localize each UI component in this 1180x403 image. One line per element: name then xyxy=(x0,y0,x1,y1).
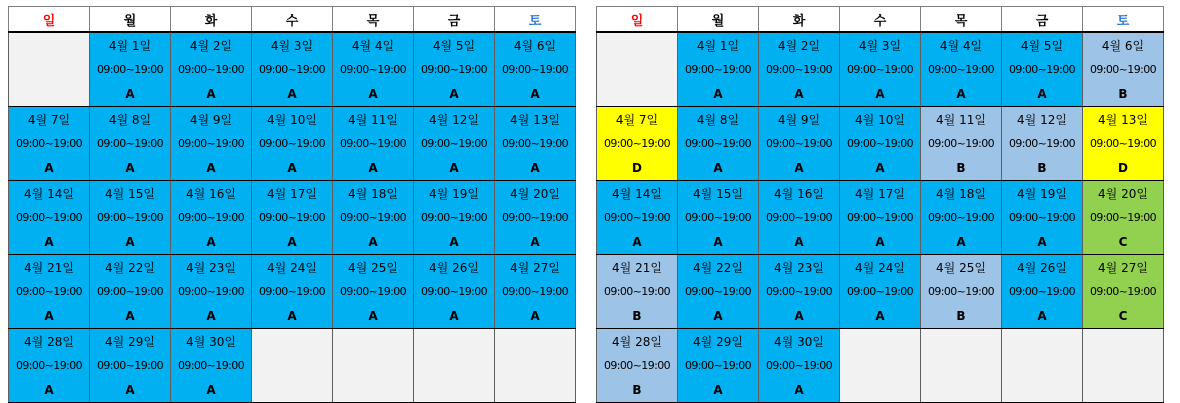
shift-code: A xyxy=(713,308,723,323)
day-date: 4월 20일 xyxy=(1098,186,1148,201)
day-cell xyxy=(252,255,333,329)
day-hours: 09:00~19:00 xyxy=(846,136,914,150)
day-cell xyxy=(597,107,678,181)
day-cell xyxy=(759,255,840,329)
day-hours: 09:00~19:00 xyxy=(927,210,995,224)
shift-code: A xyxy=(44,308,54,323)
day-cell xyxy=(1002,32,1083,107)
shift-code: A xyxy=(206,160,216,175)
shift-code: A xyxy=(875,308,885,323)
day-cell xyxy=(252,181,333,255)
day-cell xyxy=(678,329,759,403)
day-cell xyxy=(1002,181,1083,255)
shift-code: A xyxy=(368,308,378,323)
day-hours: 09:00~19:00 xyxy=(177,358,245,372)
day-cell xyxy=(252,107,333,181)
day-hours: 09:00~19:00 xyxy=(420,284,488,298)
day-hours: 09:00~19:00 xyxy=(1089,284,1157,298)
day-date: 4월 14일 xyxy=(24,186,74,201)
day-cell xyxy=(9,181,90,255)
empty-day-cell xyxy=(597,32,678,107)
shift-code: A xyxy=(368,86,378,101)
day-hours: 09:00~19:00 xyxy=(684,284,752,298)
day-hours: 09:00~19:00 xyxy=(420,210,488,224)
shift-code: A xyxy=(713,382,723,397)
week-row xyxy=(9,329,576,403)
shift-code: A xyxy=(125,86,135,101)
week-row xyxy=(9,32,576,107)
day-hours: 09:00~19:00 xyxy=(684,358,752,372)
shift-code: B xyxy=(1037,160,1047,175)
day-hours: 09:00~19:00 xyxy=(339,136,407,150)
day-cell xyxy=(495,255,576,329)
day-hours: 09:00~19:00 xyxy=(177,284,245,298)
day-date: 4월 5일 xyxy=(432,38,476,53)
day-date: 4월 23일 xyxy=(774,260,824,275)
day-hours: 09:00~19:00 xyxy=(15,358,83,372)
day-hours: 09:00~19:00 xyxy=(765,62,833,76)
shift-code: A xyxy=(794,308,804,323)
weekday-header-row xyxy=(9,7,576,33)
day-hours: 09:00~19:00 xyxy=(339,284,407,298)
shift-code: A xyxy=(956,234,966,249)
day-cell xyxy=(90,329,171,403)
empty-day-cell xyxy=(1002,329,1083,403)
day-hours: 09:00~19:00 xyxy=(258,284,326,298)
day-hours: 09:00~19:00 xyxy=(1008,62,1076,76)
day-cell xyxy=(9,255,90,329)
day-date: 4월 14일 xyxy=(612,186,662,201)
weekday-sunday: 일 xyxy=(9,7,90,33)
day-hours: 09:00~19:00 xyxy=(501,284,569,298)
shift-code: A xyxy=(125,308,135,323)
shift-code: B xyxy=(956,160,966,175)
day-date: 4월 26일 xyxy=(1017,260,1067,275)
weekday-header-row xyxy=(597,7,1164,33)
day-cell xyxy=(840,255,921,329)
day-date: 4월 16일 xyxy=(186,186,236,201)
day-date: 4월 15일 xyxy=(105,186,155,201)
day-hours: 09:00~19:00 xyxy=(501,62,569,76)
day-hours: 09:00~19:00 xyxy=(765,358,833,372)
day-hours: 09:00~19:00 xyxy=(846,210,914,224)
week-row xyxy=(597,107,1164,181)
day-date: 4월 23일 xyxy=(186,260,236,275)
day-hours: 09:00~19:00 xyxy=(258,210,326,224)
day-hours: 09:00~19:00 xyxy=(339,210,407,224)
day-date: 4월 13일 xyxy=(510,112,560,127)
shift-code: D xyxy=(1118,160,1128,175)
day-cell xyxy=(1002,107,1083,181)
shift-code: A xyxy=(875,86,885,101)
shift-code: A xyxy=(794,382,804,397)
day-date: 4월 19일 xyxy=(429,186,479,201)
day-date: 4월 8일 xyxy=(108,112,152,127)
day-cell xyxy=(759,181,840,255)
shift-code: A xyxy=(794,160,804,175)
day-cell xyxy=(921,32,1002,107)
day-hours: 09:00~19:00 xyxy=(501,136,569,150)
day-hours: 09:00~19:00 xyxy=(1008,210,1076,224)
day-date: 4월 26일 xyxy=(429,260,479,275)
day-date: 4월 2일 xyxy=(189,38,233,53)
day-hours: 09:00~19:00 xyxy=(96,284,164,298)
shift-code: A xyxy=(206,86,216,101)
day-date: 4월 1일 xyxy=(696,38,740,53)
day-cell xyxy=(333,181,414,255)
shift-code: D xyxy=(632,160,642,175)
shift-code: A xyxy=(125,160,135,175)
shift-code: A xyxy=(530,234,540,249)
day-hours: 09:00~19:00 xyxy=(258,62,326,76)
day-hours: 09:00~19:00 xyxy=(765,136,833,150)
day-date: 4월 10일 xyxy=(855,112,905,127)
empty-day-cell xyxy=(840,329,921,403)
shift-code: A xyxy=(125,382,135,397)
day-date: 4월 11일 xyxy=(936,112,986,127)
shift-code: A xyxy=(956,86,966,101)
shift-code: A xyxy=(287,86,297,101)
day-cell xyxy=(90,181,171,255)
day-hours: 09:00~19:00 xyxy=(603,136,671,150)
empty-day-cell xyxy=(252,329,333,403)
weekday-wednesday: 수 xyxy=(840,7,921,33)
day-hours: 09:00~19:00 xyxy=(420,136,488,150)
day-date: 4월 18일 xyxy=(348,186,398,201)
day-hours: 09:00~19:00 xyxy=(927,284,995,298)
day-hours: 09:00~19:00 xyxy=(96,136,164,150)
day-date: 4월 6일 xyxy=(1101,38,1145,53)
day-hours: 09:00~19:00 xyxy=(603,210,671,224)
weekday-friday: 금 xyxy=(414,7,495,33)
day-date: 4월 17일 xyxy=(267,186,317,201)
day-cell xyxy=(9,107,90,181)
day-cell xyxy=(840,107,921,181)
day-date: 4월 3일 xyxy=(270,38,314,53)
day-date: 4월 7일 xyxy=(27,112,71,127)
week-row xyxy=(597,181,1164,255)
day-date: 4월 1일 xyxy=(108,38,152,53)
day-cell xyxy=(1002,255,1083,329)
day-hours: 09:00~19:00 xyxy=(258,136,326,150)
day-hours: 09:00~19:00 xyxy=(684,62,752,76)
day-date: 4월 27일 xyxy=(510,260,560,275)
shift-code: A xyxy=(794,234,804,249)
day-date: 4월 2일 xyxy=(777,38,821,53)
shift-code: A xyxy=(713,86,723,101)
day-cell xyxy=(759,107,840,181)
shift-code: A xyxy=(44,234,54,249)
day-cell xyxy=(597,255,678,329)
weekday-monday: 월 xyxy=(678,7,759,33)
shift-code: A xyxy=(1037,86,1047,101)
day-date: 4월 21일 xyxy=(24,260,74,275)
day-date: 4월 7일 xyxy=(615,112,659,127)
day-date: 4월 29일 xyxy=(105,334,155,349)
week-row xyxy=(9,255,576,329)
day-cell xyxy=(1083,32,1164,107)
day-cell xyxy=(495,32,576,107)
day-date: 4월 20일 xyxy=(510,186,560,201)
shift-code: B xyxy=(1118,86,1128,101)
day-cell xyxy=(759,329,840,403)
day-hours: 09:00~19:00 xyxy=(15,210,83,224)
empty-day-cell xyxy=(921,329,1002,403)
day-date: 4월 30일 xyxy=(774,334,824,349)
day-date: 4월 24일 xyxy=(267,260,317,275)
day-cell xyxy=(252,32,333,107)
day-date: 4월 18일 xyxy=(936,186,986,201)
week-row xyxy=(597,329,1164,403)
shift-code: B xyxy=(956,308,966,323)
shift-code: A xyxy=(449,234,459,249)
day-date: 4월 4일 xyxy=(351,38,395,53)
day-cell xyxy=(90,255,171,329)
day-hours: 09:00~19:00 xyxy=(420,62,488,76)
day-hours: 09:00~19:00 xyxy=(177,136,245,150)
day-date: 4월 25일 xyxy=(936,260,986,275)
shift-code: A xyxy=(44,160,54,175)
week-row xyxy=(597,32,1164,107)
day-hours: 09:00~19:00 xyxy=(339,62,407,76)
day-hours: 09:00~19:00 xyxy=(927,136,995,150)
day-hours: 09:00~19:00 xyxy=(96,210,164,224)
day-cell xyxy=(678,255,759,329)
week-row xyxy=(9,107,576,181)
day-date: 4월 16일 xyxy=(774,186,824,201)
day-cell xyxy=(495,107,576,181)
day-cell xyxy=(90,32,171,107)
day-cell xyxy=(840,181,921,255)
day-cell xyxy=(921,107,1002,181)
day-hours: 09:00~19:00 xyxy=(684,210,752,224)
day-cell xyxy=(171,255,252,329)
day-hours: 09:00~19:00 xyxy=(1089,62,1157,76)
day-cell xyxy=(171,181,252,255)
shift-code: A xyxy=(206,308,216,323)
shift-code: A xyxy=(875,234,885,249)
empty-day-cell xyxy=(333,329,414,403)
shift-code: A xyxy=(287,308,297,323)
day-date: 4월 15일 xyxy=(693,186,743,201)
empty-day-cell xyxy=(414,329,495,403)
weekday-wednesday: 수 xyxy=(252,7,333,33)
day-cell xyxy=(597,181,678,255)
shift-code: C xyxy=(1118,308,1128,323)
calendar-left xyxy=(8,6,576,403)
day-date: 4월 30일 xyxy=(186,334,236,349)
shift-code: A xyxy=(875,160,885,175)
day-date: 4월 9일 xyxy=(777,112,821,127)
day-cell xyxy=(597,329,678,403)
shift-code: A xyxy=(1037,234,1047,249)
shift-code: A xyxy=(44,382,54,397)
shift-code: A xyxy=(287,160,297,175)
day-hours: 09:00~19:00 xyxy=(501,210,569,224)
day-cell xyxy=(678,181,759,255)
day-cell xyxy=(414,107,495,181)
shift-code: A xyxy=(449,86,459,101)
day-hours: 09:00~19:00 xyxy=(1008,284,1076,298)
day-date: 4월 4일 xyxy=(939,38,983,53)
day-cell xyxy=(1083,107,1164,181)
day-cell xyxy=(495,181,576,255)
shift-code: A xyxy=(206,382,216,397)
day-date: 4월 12일 xyxy=(1017,112,1067,127)
weekday-thursday: 목 xyxy=(333,7,414,33)
day-hours: 09:00~19:00 xyxy=(96,62,164,76)
day-cell xyxy=(921,181,1002,255)
day-date: 4월 11일 xyxy=(348,112,398,127)
shift-code: A xyxy=(125,234,135,249)
day-hours: 09:00~19:00 xyxy=(15,284,83,298)
day-cell xyxy=(414,255,495,329)
day-date: 4월 22일 xyxy=(105,260,155,275)
weekday-saturday: 토 xyxy=(1083,7,1164,33)
shift-code: A xyxy=(794,86,804,101)
shift-code: C xyxy=(1118,234,1128,249)
day-hours: 09:00~19:00 xyxy=(846,62,914,76)
day-hours: 09:00~19:00 xyxy=(15,136,83,150)
day-hours: 09:00~19:00 xyxy=(96,358,164,372)
day-cell xyxy=(759,32,840,107)
shift-code: A xyxy=(368,160,378,175)
day-date: 4월 22일 xyxy=(693,260,743,275)
day-date: 4월 25일 xyxy=(348,260,398,275)
day-date: 4월 21일 xyxy=(612,260,662,275)
weekday-saturday: 토 xyxy=(495,7,576,33)
day-date: 4월 10일 xyxy=(267,112,317,127)
shift-code: A xyxy=(530,160,540,175)
day-date: 4월 29일 xyxy=(693,334,743,349)
empty-day-cell xyxy=(495,329,576,403)
shift-code: A xyxy=(449,160,459,175)
day-cell xyxy=(678,107,759,181)
day-date: 4월 19일 xyxy=(1017,186,1067,201)
day-cell xyxy=(333,107,414,181)
day-cell xyxy=(840,32,921,107)
week-row xyxy=(9,181,576,255)
day-date: 4월 8일 xyxy=(696,112,740,127)
day-date: 4월 5일 xyxy=(1020,38,1064,53)
day-cell xyxy=(678,32,759,107)
day-hours: 09:00~19:00 xyxy=(765,210,833,224)
day-cell xyxy=(414,181,495,255)
day-hours: 09:00~19:00 xyxy=(603,284,671,298)
shift-code: A xyxy=(206,234,216,249)
day-cell xyxy=(333,32,414,107)
day-date: 4월 28일 xyxy=(24,334,74,349)
day-hours: 09:00~19:00 xyxy=(603,358,671,372)
day-hours: 09:00~19:00 xyxy=(177,62,245,76)
day-date: 4월 28일 xyxy=(612,334,662,349)
week-row xyxy=(597,255,1164,329)
day-date: 4월 12일 xyxy=(429,112,479,127)
shift-code: A xyxy=(530,86,540,101)
day-hours: 09:00~19:00 xyxy=(765,284,833,298)
day-hours: 09:00~19:00 xyxy=(177,210,245,224)
day-date: 4월 9일 xyxy=(189,112,233,127)
day-date: 4월 17일 xyxy=(855,186,905,201)
weekday-monday: 월 xyxy=(90,7,171,33)
shift-code: A xyxy=(632,234,642,249)
calendar-right xyxy=(596,6,1164,403)
day-cell xyxy=(333,255,414,329)
day-date: 4월 24일 xyxy=(855,260,905,275)
empty-day-cell xyxy=(9,32,90,107)
shift-code: A xyxy=(449,308,459,323)
shift-code: A xyxy=(1037,308,1047,323)
weekday-friday: 금 xyxy=(1002,7,1083,33)
shift-code: A xyxy=(368,234,378,249)
weekday-sunday: 일 xyxy=(597,7,678,33)
day-date: 4월 3일 xyxy=(858,38,902,53)
day-cell xyxy=(1083,181,1164,255)
day-cell xyxy=(90,107,171,181)
day-hours: 09:00~19:00 xyxy=(1008,136,1076,150)
weekday-tuesday: 화 xyxy=(759,7,840,33)
day-hours: 09:00~19:00 xyxy=(846,284,914,298)
day-cell xyxy=(171,32,252,107)
weekday-tuesday: 화 xyxy=(171,7,252,33)
day-hours: 09:00~19:00 xyxy=(684,136,752,150)
day-cell xyxy=(9,329,90,403)
shift-code: A xyxy=(713,234,723,249)
day-cell xyxy=(1083,255,1164,329)
day-hours: 09:00~19:00 xyxy=(1089,136,1157,150)
day-cell xyxy=(921,255,1002,329)
day-hours: 09:00~19:00 xyxy=(927,62,995,76)
shift-code: A xyxy=(287,234,297,249)
day-date: 4월 6일 xyxy=(513,38,557,53)
shift-code: B xyxy=(632,382,642,397)
shift-code: A xyxy=(713,160,723,175)
day-cell xyxy=(414,32,495,107)
day-date: 4월 27일 xyxy=(1098,260,1148,275)
day-cell xyxy=(171,107,252,181)
weekday-thursday: 목 xyxy=(921,7,1002,33)
day-cell xyxy=(171,329,252,403)
empty-day-cell xyxy=(1083,329,1164,403)
shift-code: A xyxy=(530,308,540,323)
day-hours: 09:00~19:00 xyxy=(1089,210,1157,224)
day-date: 4월 13일 xyxy=(1098,112,1148,127)
shift-code: B xyxy=(632,308,642,323)
